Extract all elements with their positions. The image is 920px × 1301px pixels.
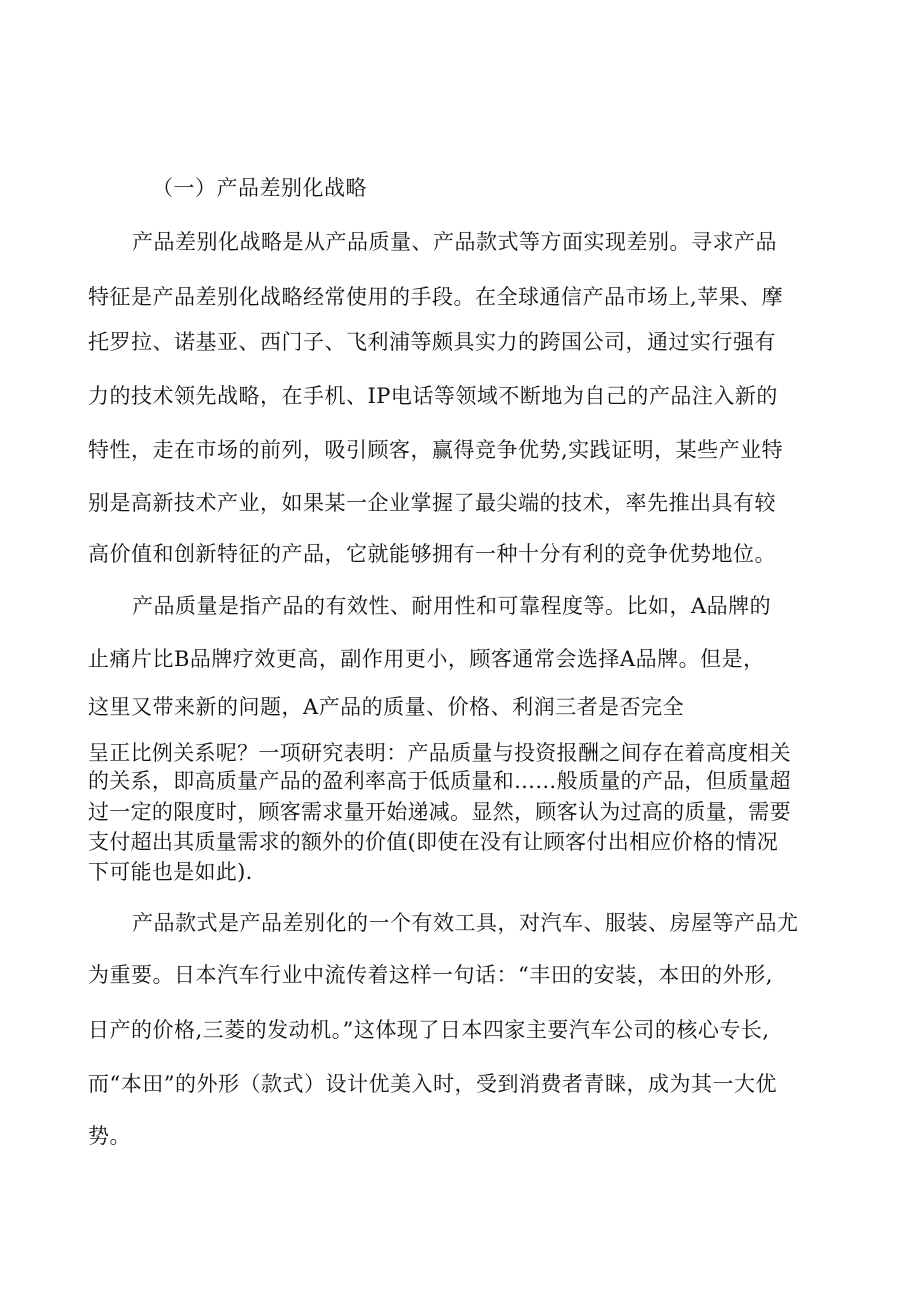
paragraph-line: 为重要。日本汽车行业中流传着这样一句话：“丰田的安装，本田的外形, [88, 963, 773, 987]
paragraph-line: 下可能也是如此). [88, 860, 253, 884]
paragraph-line: 高价值和创新特征的产品，它就能够拥有一种十分有利的竞争优势地位。 [88, 542, 776, 566]
paragraph-line: 的关系，即高质量产品的盈利率高于低质量和……般质量的产品，但质量超 [88, 769, 791, 793]
paragraph-line: 特征是产品差别化战略经常使用的手段。在全球通信产品市场上,苹果、摩 [88, 285, 784, 309]
paragraph-line: 产品差别化战略是从产品质量、产品款式等方面实现差别。寻求产品 [132, 230, 777, 254]
paragraph-line: 产品款式是产品差别化的一个有效工具，对汽车、服装、房屋等产品尤 [132, 911, 799, 935]
paragraph-line: 产品质量是指产品的有效性、耐用性和可靠程度等。比如，A品牌的 [132, 594, 772, 618]
section-heading: （一）产品差别化战略 [152, 176, 367, 200]
paragraph-line: 特性，走在市场的前列，吸引顾客，赢得竞争优势,实践证明，某些产业特 [88, 438, 784, 462]
paragraph-line: 而“本田”的外形（款式）设计优美入时，受到消费者青睐，成为其一大优 [88, 1072, 777, 1096]
paragraph-line: 呈正比例关系呢？一项研究表明：产品质量与投资报酬之间存在着高度相关 [88, 741, 791, 765]
paragraph-line: 日产的价格,三菱的发动机。”这体现了日本四家主要汽车公司的核心专长, [88, 1018, 770, 1042]
paragraph-line: 势。 [88, 1124, 131, 1148]
paragraph-line: 别是高新技术产业，如果某一企业掌握了最尖端的技术，率先推出具有较 [88, 491, 776, 515]
paragraph-line: 支付超出其质量需求的额外的价值(即使在没有让顾客付出相应价格的情况 [88, 830, 779, 854]
paragraph-line: 止痛片比B品牌疗效更高，副作用更小，顾客通常会选择A品牌。但是， [88, 647, 765, 671]
paragraph-line: 托罗拉、诺基亚、西门子、飞利浦等颇具实力的跨国公司，通过实行强有 [88, 330, 776, 354]
paragraph-line: 这里又带来新的问题，A产品的质量、价格、利润三者是否完全 [88, 695, 685, 719]
paragraph-line: 过一定的限度时，顾客需求量开始递减。显然，顾客认为过高的质量，需要 [88, 800, 791, 824]
paragraph-line: 力的技术领先战略，在手机、IP电话等领域不断地为自己的产品注入新的 [88, 384, 778, 408]
